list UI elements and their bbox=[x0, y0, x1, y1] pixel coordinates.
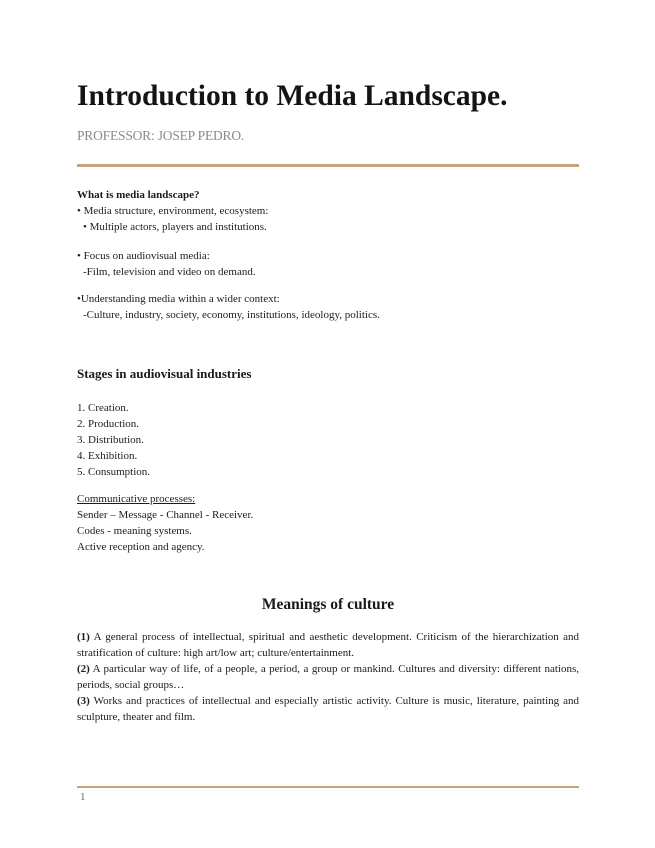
section-stages bbox=[77, 366, 579, 382]
list-item: Active reception and agency. bbox=[77, 541, 205, 553]
section-media-landscape bbox=[77, 187, 579, 235]
item-number: (2) bbox=[77, 663, 90, 675]
page-title: Introduction to Media Landscape. bbox=[77, 80, 508, 112]
item-text: A particular way of life, of a people, a period, a group or mankind. Cultures and diversity: different nations, periods, social groups… bbox=[77, 663, 579, 691]
paragraph bbox=[77, 661, 579, 693]
culture-meanings bbox=[77, 629, 579, 725]
footer-divider bbox=[77, 786, 579, 788]
section-media-landscape-context bbox=[77, 291, 579, 323]
section-heading-culture: Meanings of culture bbox=[261, 596, 395, 613]
professor-line: PROFESSOR: JOSEP PEDRO. bbox=[77, 128, 245, 143]
bullet-line: •Understanding media within a wider context: bbox=[77, 293, 280, 305]
list-item: 3. Distribution. bbox=[77, 434, 144, 446]
communicative-processes bbox=[77, 491, 579, 555]
list-item: 1. Creation. bbox=[77, 402, 129, 414]
section-media-landscape-focus bbox=[77, 248, 579, 280]
section-heading: Stages in audiovisual industries bbox=[77, 366, 252, 381]
stages-list bbox=[77, 400, 579, 480]
bullet-line: • Multiple actors, players and institutions. bbox=[83, 221, 267, 233]
item-text: Works and practices of intellectual and especially artistic activity. Culture is music, literature, painting and sculpture, theater and film. bbox=[77, 695, 579, 723]
subheading: Communicative processes: bbox=[77, 493, 196, 505]
list-item: 5. Consumption. bbox=[77, 466, 151, 478]
bullet-line: • Focus on audiovisual media: bbox=[77, 250, 210, 262]
item-text: A general process of intellectual, spiritual and aesthetic development. Criticism of the hierarchization and stratification of culture: high art/low art; culture/entertainment. bbox=[77, 631, 579, 659]
list-item: Sender – Message - Channel - Receiver. bbox=[77, 509, 254, 521]
bullet-line: -Film, television and video on demand. bbox=[83, 266, 256, 278]
paragraph bbox=[77, 629, 579, 661]
section-heading: What is media landscape? bbox=[77, 189, 200, 201]
header-divider bbox=[77, 164, 579, 167]
item-number: (1) bbox=[77, 631, 90, 643]
list-item: Codes - meaning systems. bbox=[77, 525, 192, 537]
item-number: (3) bbox=[77, 695, 90, 707]
list-item: 4. Exhibition. bbox=[77, 450, 138, 462]
bullet-line: -Culture, industry, society, economy, institutions, ideology, politics. bbox=[83, 309, 380, 321]
paragraph bbox=[77, 693, 579, 725]
page-number: 1 bbox=[80, 791, 86, 803]
bullet-line: • Media structure, environment, ecosystem: bbox=[77, 205, 269, 217]
list-item: 2. Production. bbox=[77, 418, 140, 430]
